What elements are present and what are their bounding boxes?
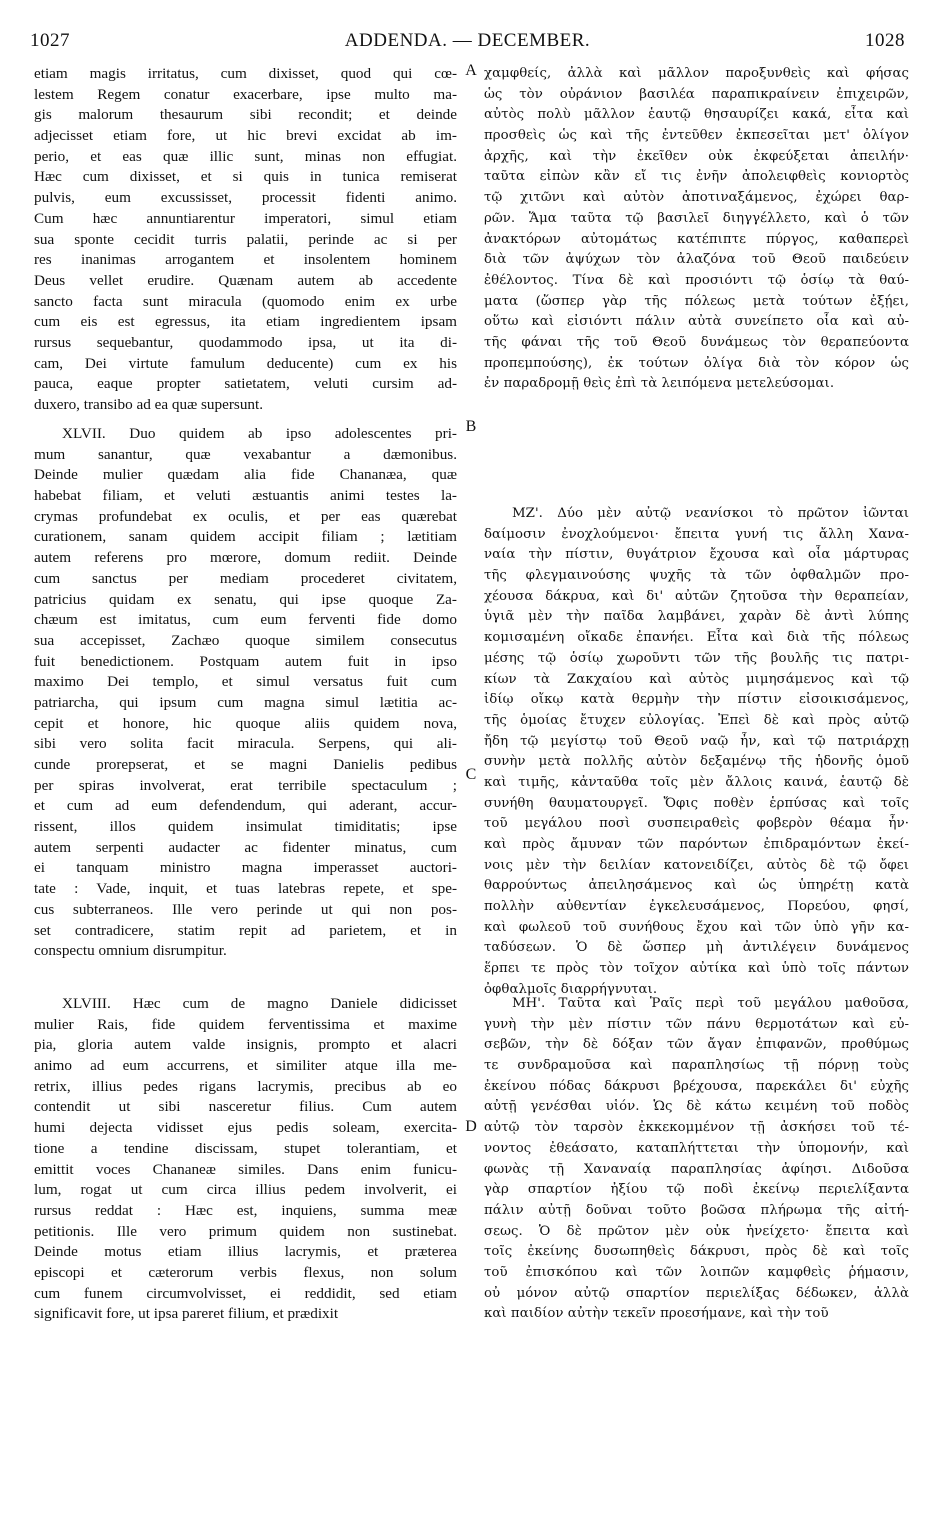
- text-line: ναία τὴν πίστιν, θυγάτριον ἔχουσα καὶ οἷα μάρτυρας: [484, 547, 909, 563]
- margin-letter-d: D: [465, 1118, 477, 1135]
- text-line: καὶ παιδίον αὐτὴν τεκεῖν προεσήμανε, καὶ τὴν τοῦ: [484, 1306, 829, 1322]
- text-line: maximo Dei templo, et simul versatus fuit cum: [34, 673, 457, 691]
- text-line: πολλὴν αὐθεντίαν ἐγκελευσάμενος, Πορεύου, φησί,: [484, 899, 909, 915]
- text-line: διὰ τῶν ἀψύχων τὸν ἀλαζόνα τοῦ Θεοῦ παιδεύειν: [484, 252, 909, 268]
- text-line: ἐθέλοντος. Τίνα δὲ καὶ προσιόντι τῷ ὁσίῳ τὰ θαύ-: [484, 272, 909, 288]
- text-line: τῆς φάναι τῆς τοῦ Θεοῦ δυνάμεως τὸν θεραπεύοντα: [484, 334, 909, 350]
- greek-paragraph-3: [484, 994, 909, 1325]
- text-line: pauca, eaque propter satietatem, veluti cursim ad-: [34, 375, 457, 393]
- text-line: κίων τὰ Ζακχαίου καὶ αὐτὸς μιμησάμενος καὶ τῷ: [484, 671, 909, 687]
- text-line: perio, et eas quæ illic sunt, minas non effugiat.: [34, 147, 457, 165]
- text-line: duxero, transibo ad ea quæ supersunt.: [34, 396, 264, 413]
- text-line: autem serpenti audacter ac fidenter minatus, cum: [34, 838, 457, 856]
- text-line: sua sponte cecidit turris palatii, perinde ac si per: [34, 230, 457, 248]
- text-line: Deinde mulier quædam alia fide Chananæa, quæ: [34, 466, 457, 484]
- text-line: καὶ τιμῆς, κἀνταῦθα τοῖς μὲν ἄλλοις καινά, ἑαυτῷ δὲ: [484, 774, 909, 790]
- greek-paragraph-2: [484, 504, 909, 1001]
- text-line: ρῶν. Ἅμα ταῦτα τῷ βασιλεῖ διηγγέλλετο, καὶ ὁ τῶν: [484, 210, 909, 226]
- text-line: crymas profundebat ex oculis, et per eas quærebat: [34, 507, 457, 525]
- text-line: pia, gloria autem valde insignis, prompto et alacri: [34, 1036, 457, 1054]
- text-line: τε συνδραμοῦσα καὶ παραπλησίως τῇ πόρνῃ τοὺς: [484, 1058, 909, 1074]
- text-line: προπεμπούσης), ἐκ τούτων ὀλίγα διὰ τὸν κόρον ὡς: [484, 355, 909, 371]
- text-line: cepit et honore, hic quoque aliis quidem nova,: [34, 714, 457, 732]
- text-line: autem referens pro mœrore, domum rediit. Deinde: [34, 549, 457, 567]
- text-line: set contradicere, statim repit ad parietem, et in: [34, 921, 457, 939]
- text-line: mum sanantur, quæ vexabantur a dæmonibus.: [34, 445, 457, 463]
- text-line: χαμφθείς, ἀλλὰ καὶ μᾶλλον παροξυνθεὶς καὶ φήσας: [484, 66, 909, 81]
- latin-paragraph-2: [34, 424, 457, 962]
- text-line: νοντος ἐθεάσατο, καταπλήττεται τὴν ὑπομονήν, καὶ: [484, 1140, 909, 1156]
- latin-paragraph-1: [34, 64, 457, 416]
- page-number-right: 1028: [865, 30, 905, 51]
- text-line: αὐτῷ τὸν ταρσὸν ἐκκεκομμένον τῇ ἀσκήσει τοῦ τέ-: [484, 1120, 909, 1136]
- text-line: χέουσα δάκρυα, καὶ δι' αὐτῶν ζητοῦσα τὴν θεραπείαν,: [484, 588, 909, 604]
- text-line: οὕτω καὶ εἰσιόντι πάλιν αὐτὰ συνείπετο οἷα καὶ αὐ-: [484, 314, 909, 330]
- text-line: sibi vero solita facit miracula. Serpens, qui ali-: [34, 735, 457, 753]
- text-line: XLVIII. Hæc cum de magno Daniele didicisset: [62, 995, 457, 1012]
- text-line: rissent, illos quidem insimulat timiditatis; ipse: [34, 818, 457, 836]
- text-line: κομισαμένη οἴκαδε ἐπανήει. Εἶτα καὶ διὰ τῆς πόλεως: [484, 630, 909, 646]
- text-line: tate : Vade, inquit, et tuas latebras repete, et spe-: [34, 880, 457, 898]
- text-line: patricius quidam ex senatu, qui ipse quoque Za-: [34, 590, 457, 608]
- text-line: emittit voces Chananeæ similes. Dans enim funicu-: [34, 1160, 457, 1178]
- text-line: ταδύσεων. Ὁ δὲ ὥσπερ μὴ ἀντιλέγειν δυνάμενος: [484, 940, 909, 956]
- text-line: τοῖς ἐκείνης δυσωπηθεὶς δάκρυσι, πρὸς δὲ καὶ τοῖς: [484, 1244, 909, 1260]
- text-line: rursus sequebantur, quodammodo ipsa, ut ita di-: [34, 333, 457, 351]
- text-line: αὐτῇ γενέσθαι υἱόν. Ὡς δὲ κάτω κειμένη τοῦ ποδὸς: [484, 1099, 909, 1115]
- text-line: conspectu omnium disrumpitur.: [34, 942, 227, 960]
- text-line: σεως. Ὁ δὲ πρῶτον μὲν οὐκ ἠνείχετο· ἔπειτα καὶ: [484, 1223, 909, 1239]
- text-line: Hæc cum dixisset, et si quis in tunica remiserat: [34, 168, 457, 186]
- text-line: Cum hæc annuntiarentur imperatori, simul etiam: [34, 209, 457, 227]
- margin-letter-b: B: [465, 418, 477, 435]
- text-line: συνὴν μετὰ πολλῆς αὐτὸν δεξαμένῳ τῆς ἡδονῆς ὁμοῦ: [484, 754, 909, 770]
- text-line: ei tanquam ministro magna imperasset auctori-: [34, 859, 457, 877]
- text-line: ὀφθαλμοῖς διαρρήγνυται.: [484, 981, 658, 997]
- text-line: humi dejecta vidisset ejus pedis soleam, exercita-: [34, 1119, 457, 1137]
- text-line: episcopi et cæterorum verbis flexus, non solum: [34, 1263, 457, 1281]
- text-line: ΜΖ'. Δύο μὲν αὐτῷ νεανίσκοι τὸ πρῶτον ἰῶνται: [512, 506, 909, 521]
- text-line: σεβῶν, τὴν δὲ δόξαν τῶν ἄγαν ἐπιφανῶν, προθύμως: [484, 1037, 909, 1053]
- text-line: patriarcha, qui ipsum cum magna simul lætitia ac-: [34, 693, 457, 711]
- text-line: τῷ χιτῶνι καὶ αὐτὸν ἀποτιναξάμενος, ἐχώρει θαρ-: [484, 190, 909, 206]
- text-line: καὶ φωλεοῦ τοῦ συνήθους ἔχου καὶ τῶν ὑπὸ γῆν κα-: [484, 919, 909, 935]
- text-line: ἰδίῳ οἴκῳ κατὰ θερμὴν τὴν πίστιν εἰσοικισάμενος,: [484, 692, 909, 708]
- running-header: [30, 30, 905, 60]
- text-line: etiam magis irritatus, cum dixisset, quod qui cœ-: [34, 65, 457, 82]
- text-line: γὰρ σπαρτίον ἠξίου τῷ ποδὶ ἐκείνῳ περιελίξαντα: [484, 1182, 909, 1198]
- running-title: ADDENDA. — DECEMBER.: [344, 30, 591, 51]
- text-line: contendit ut sibi nasceretur filius. Cum autem: [34, 1098, 457, 1116]
- text-line: retrix, illius pedes rigans lacrymis, precibus ab eo: [34, 1077, 457, 1095]
- text-line: Deus vellet erudire. Quænam autem ab accedente: [34, 271, 457, 289]
- text-line: lestem Regem conatur exacerbare, ipse multo ma-: [34, 85, 457, 103]
- text-line: ἀνακτόρων αὐτομάτως κατέπιπτε πύργος, καθαπερεὶ: [484, 231, 909, 247]
- text-line: et cum ad eum defendendum, qui aderant, accur-: [34, 797, 457, 815]
- text-line: petitionis. Ille vero primum quidem non sustinebat.: [34, 1222, 457, 1240]
- text-line: ὡς τὸν οὐράνιον βασιλέα παραπικραίνειν ἐπιχειρῶν,: [484, 86, 909, 102]
- text-line: fuit benedictionem. Postquam autem fuit in ipso: [34, 652, 457, 670]
- text-line: ἕρπει τε πρὸς τὸν τοῖχον αὐτίκα καὶ ὑπὸ τοῖς πάντων: [484, 961, 909, 977]
- text-line: sancto facta sunt miracula (quomodo enim ex urbe: [34, 292, 457, 310]
- text-line: νοις μὲν τὴν δειλίαν κατονειδίζει, αὐτὸς δὲ τῷ ὄφει: [484, 857, 909, 873]
- text-line: sua accepisset, Zachæo quoque similem consecutus: [34, 631, 457, 649]
- text-line: δαίμοσιν ἐνοχλούμενοι· ἔπειτα γυνή τις ἄλλη Χανα-: [484, 526, 909, 542]
- text-line: adjecisset etiam fore, ut hic brevi excidat ab im-: [34, 127, 457, 145]
- page-number-left: 1027: [30, 30, 70, 51]
- text-line: ΜΗ'. Ταῦτα καὶ Ῥαῖς περὶ τοῦ μεγάλου μαθοῦσα,: [512, 996, 909, 1011]
- margin-letter-c: C: [465, 766, 477, 783]
- latin-paragraph-3: [34, 994, 457, 1325]
- text-line: ἤδη τῷ μεγίστῳ τοῦ Θεοῦ ναῷ ἦν, καὶ τῷ πατριάρχῃ: [484, 733, 909, 749]
- text-line: cum eis est egressus, ita etiam ingredientem ipsam: [34, 313, 457, 331]
- text-line: cum sanctus per mediam procederet civitatem,: [34, 569, 457, 587]
- text-line: cunde prorepserat, et se magni Danielis pedibus: [34, 756, 457, 773]
- text-line: habebat filiam, et veluti æstuantis animi testes la-: [34, 487, 457, 505]
- text-line: θαρρούντως ἀπειλησάμενος καὶ ὡς ὑπηρέτῃ κατὰ: [484, 878, 909, 894]
- text-line: μέσης τῷ ὁσίῳ χωροῦντι τῶν τῆς βουλῆς τις πατρι-: [484, 650, 909, 666]
- text-line: gis malorum thesaurum sibi recondit; et deinde: [34, 106, 457, 124]
- text-line: rursus reddat : Hæc est, inquiens, summa meæ: [34, 1201, 457, 1219]
- text-line: συνήθη θαυματουργεῖ. Ὄφις ποθὲν ἑρπύσας καὶ τοῖς: [484, 795, 909, 811]
- text-line: cum funem circumvolvisset, ei reddidit, sed etiam: [34, 1284, 457, 1302]
- text-line: προσθεὶς ὡς καὶ τῆς ἐντεῦθεν ἐκπεσεῖται μετ' ὀλίγον: [484, 128, 909, 144]
- text-line: καὶ πρὸς ἄμυναν τῶν παρόντων ἐπιδραμόντων ἐκεί-: [484, 837, 909, 852]
- text-line: ἀρχῆς, καὶ τὴν ἐκεῖθεν οὐκ ἐκφεύξεται ἀπειλήν·: [484, 148, 909, 164]
- text-line: πάλιν αὐτῇ δοῦναι τοῦτο βοῶσα πλήρωμα τῆς αἰτή-: [484, 1202, 909, 1218]
- text-line: τοῦ ἐπισκόπου καὶ τῶν λοιπῶν καμφθεὶς ῥήμασιν,: [484, 1264, 909, 1280]
- text-line: αὐτὸς πολὺ μᾶλλον ἑαυτῷ θησαυρίζει κακά, εἶτα καὶ: [484, 107, 909, 123]
- text-line: τῆς φλεγμαινούσης ψυχῆς τὰ τῶν ὀφθαλμῶν προ-: [484, 568, 909, 584]
- text-line: significavit fore, ut ipsa pareret filium, et prædixit: [34, 1305, 339, 1323]
- text-line: cus subterraneos. Ille vero perinde ut qui non pos-: [34, 900, 457, 918]
- text-line: ταῦτα εἰπὼν κἂν εἴ τις ἐνῆν ἀπολειφθεὶς κονιορτὸς: [484, 169, 909, 185]
- text-line: curationem, sanam quidem accipit filiam ; lætitiam: [34, 528, 457, 546]
- text-line: mulier Rais, fide quidem ferventissima et maxime: [34, 1015, 457, 1033]
- greek-paragraph-1: [484, 64, 909, 395]
- text-line: ματα (ὥσπερ γὰρ τῆς πόλεως μετὰ τούτων ἐξῄει,: [484, 293, 909, 309]
- text-line: Deinde motus etiam illius lacrymis, et præterea: [34, 1243, 457, 1261]
- text-line: cam, Dei virtute famulum deducente) cum ex his: [34, 354, 457, 372]
- text-line: οὐ μόνον αὐτῷ σπαρτίον περιελίξας δέδωκεν, ἀλλὰ: [484, 1285, 909, 1301]
- text-line: pulvis, eum excussisset, processit fidenti animo.: [34, 189, 457, 207]
- text-line: ὑγιᾶ μὲν τὴν παῖδα λαμβάνει, χαρὰν δὲ ἀντὶ λύπης: [484, 609, 909, 625]
- text-line: lum, rogat ut cum circa illius pedem involverit, ei: [34, 1181, 457, 1199]
- text-line: φωνὰς τῇ Χαναναίᾳ παραπλησίας ἀφίησι. Διδοῦσα: [484, 1161, 909, 1177]
- text-line: animo ad eum accurrens, et similiter atque illa me-: [34, 1057, 457, 1075]
- text-line: τοῦ μεγάλου ποσὶ συσπειραθεὶς φοβερὸν θέαμα ἦν·: [484, 816, 909, 832]
- text-line: ἐκείνου πόδας δάκρυσι βρέχουσα, παρεκάλει δι' εὐχῆς: [484, 1078, 909, 1094]
- margin-letter-a: A: [465, 62, 477, 79]
- text-line: ἐν παραδρομῇ θεὶς ἐπὶ τὰ λειπόμενα μετελεύσομαι.: [484, 376, 835, 392]
- text-line: γυνὴ τὴν μὲν πίστιν τῶν πάνυ θερμοτάτων καὶ εὐ-: [484, 1016, 909, 1032]
- text-line: per spiras involverat, erat terribile spectaculum ;: [34, 776, 457, 794]
- text-line: XLVII. Duo quidem ab ipso adolescentes pri-: [62, 425, 457, 442]
- text-line: res inanimas arrogantem et insolentem hominem: [34, 251, 457, 269]
- text-line: tione a tendine discissam, stupet tolerantiam, et: [34, 1139, 457, 1157]
- text-line: chæum est imitatus, cum eum ferventi fide domo: [34, 611, 457, 629]
- text-line: τῆς ὁμοίας ἔτυχεν εὐλογίας. Ἐπεὶ δὲ καὶ πρὸς αὐτῷ: [484, 712, 909, 728]
